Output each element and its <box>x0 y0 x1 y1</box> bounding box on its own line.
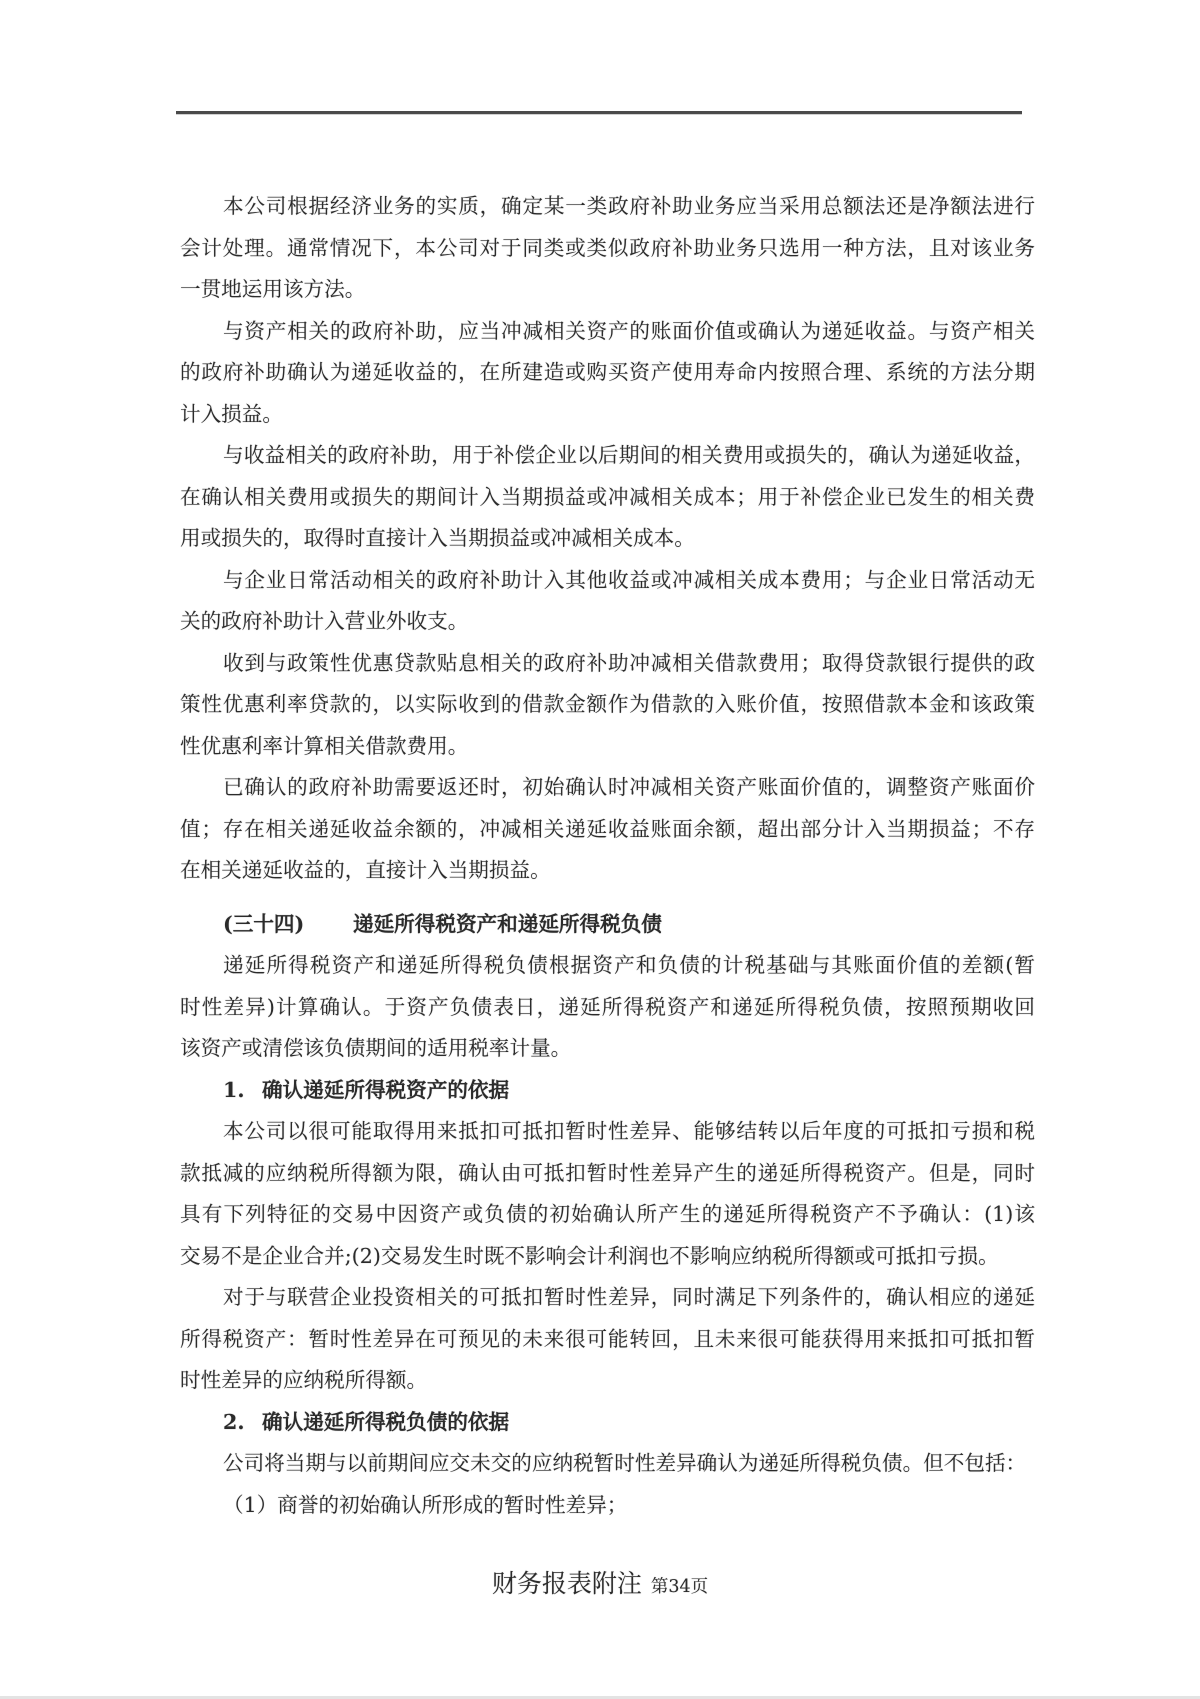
subsection-heading <box>180 1402 1035 1444</box>
document-body <box>180 186 1035 1526</box>
text-line: 的政府补助确认为递延收益的，在所建造或购买资产使用寿命内按照合理、系统的方法分期 <box>180 360 1035 384</box>
text-line: 本公司根据经济业务的实质，确定某一类政府补助业务应当采用总额法还是净额法进行 <box>223 194 1035 218</box>
text-line: 会计处理。通常情况下，本公司对于同类或类似政府补助业务只选用一种方法，且对该业务 <box>180 235 1035 260</box>
text-line: 关的政府补助计入营业外收支。 <box>180 609 469 633</box>
text-line: 与资产相关的政府补助，应当冲减相关资产的账面价值或确认为递延收益。与资产相关 <box>223 318 1035 343</box>
paragraph <box>180 311 1035 436</box>
text-line: 用或损失的，取得时直接计入当期损益或冲减相关成本。 <box>180 526 695 550</box>
paragraph <box>180 1111 1035 1277</box>
footer-title: 财务报表附注 <box>491 1569 642 1598</box>
heading-title: 确认递延所得税负债的依据 <box>262 1409 510 1434</box>
text-line: 在确认相关费用或损失的期间计入当期损益或冲减相关成本；用于补偿企业已发生的相关费 <box>180 484 1035 509</box>
paragraph <box>180 435 1035 560</box>
heading-title: 递延所得税资产和递延所得税负债 <box>353 911 662 936</box>
subsection-heading <box>180 1070 1035 1112</box>
paragraph <box>180 560 1035 643</box>
footer-page-number: 第34页 <box>650 1577 709 1597</box>
text-line: 在相关递延收益的，直接计入当期损益。 <box>180 858 551 882</box>
text-line: （1）商誉的初始确认所形成的暂时性差异； <box>223 1492 628 1517</box>
paragraph <box>180 186 1035 311</box>
text-line: 时性差异)计算确认。于资产负债表日，递延所得税资产和递延所得税负债，按照预期收回 <box>180 994 1035 1019</box>
text-line: 策性优惠利率贷款的，以实际收到的借款金额作为借款的入账价值，按照借款本金和该政策 <box>180 692 1035 716</box>
text-line: 对于与联营企业投资相关的可抵扣暂时性差异，同时满足下列条件的，确认相应的递延 <box>223 1285 1035 1309</box>
paragraph <box>180 945 1035 1070</box>
text-line: 收到与政策性优惠贷款贴息相关的政府补助冲减相关借款费用；取得贷款银行提供的政 <box>223 650 1035 675</box>
paragraph <box>180 1485 1035 1527</box>
heading-label: 2. <box>223 1409 245 1434</box>
header-rule <box>176 111 1022 114</box>
text-line: 一贯地运用该方法。 <box>180 277 366 301</box>
text-line: 计入损益。 <box>180 401 283 426</box>
text-line: 值；存在相关递延收益余额的，冲减相关递延收益账面余额，超出部分计入当期损益；不存 <box>180 816 1035 841</box>
text-line: 所得税资产：暂时性差异在可预见的未来很可能转回，且未来很可能获得用来抵扣可抵扣暂 <box>180 1326 1035 1351</box>
paragraph <box>180 643 1035 768</box>
text-line: 具有下列特征的交易中因资产或负债的初始确认所产生的递延所得税资产不予确认：(1)该 <box>180 1202 1035 1226</box>
text-line: 性优惠利率计算相关借款费用。 <box>180 733 469 758</box>
paragraph <box>180 1443 1035 1485</box>
text-line: 交易不是企业合并;(2)交易发生时既不影响会计利润也不影响应纳税所得额或可抵扣亏损。 <box>180 1243 999 1268</box>
text-line: 与收益相关的政府补助，用于补偿企业以后期间的相关费用或损失的，确认为递延收益， <box>223 443 1035 467</box>
heading-label: (三十四) <box>223 911 305 936</box>
heading-label: 1. <box>223 1077 245 1102</box>
text-line: 与企业日常活动相关的政府补助计入其他收益或冲减相关成本费用；与企业日常活动无 <box>223 567 1035 592</box>
page-footer <box>0 1564 1200 1600</box>
section-heading <box>180 904 1035 946</box>
text-line: 递延所得税资产和递延所得税负债根据资产和负债的计税基础与其账面价值的差额(暂 <box>223 953 1035 977</box>
text-line: 时性差异的应纳税所得额。 <box>180 1368 428 1392</box>
text-line: 本公司以很可能取得用来抵扣可抵扣暂时性差异、能够结转以后年度的可抵扣亏损和税 <box>223 1119 1035 1143</box>
text-line: 该资产或清偿该负债期间的适用税率计量。 <box>180 1036 572 1060</box>
paragraph <box>180 1277 1035 1402</box>
text-line: 公司将当期与以前期间应交未交的应纳税暂时性差异确认为递延所得税负债。但不包括： <box>223 1451 1027 1475</box>
text-line: 已确认的政府补助需要返还时，初始确认时冲减相关资产账面价值的，调整资产账面价 <box>223 775 1035 799</box>
heading-title: 确认递延所得税资产的依据 <box>262 1077 510 1102</box>
paragraph <box>180 767 1035 892</box>
text-line: 款抵减的应纳税所得额为限，确认由可抵扣暂时性差异产生的递延所得税资产。但是，同时 <box>180 1160 1035 1185</box>
